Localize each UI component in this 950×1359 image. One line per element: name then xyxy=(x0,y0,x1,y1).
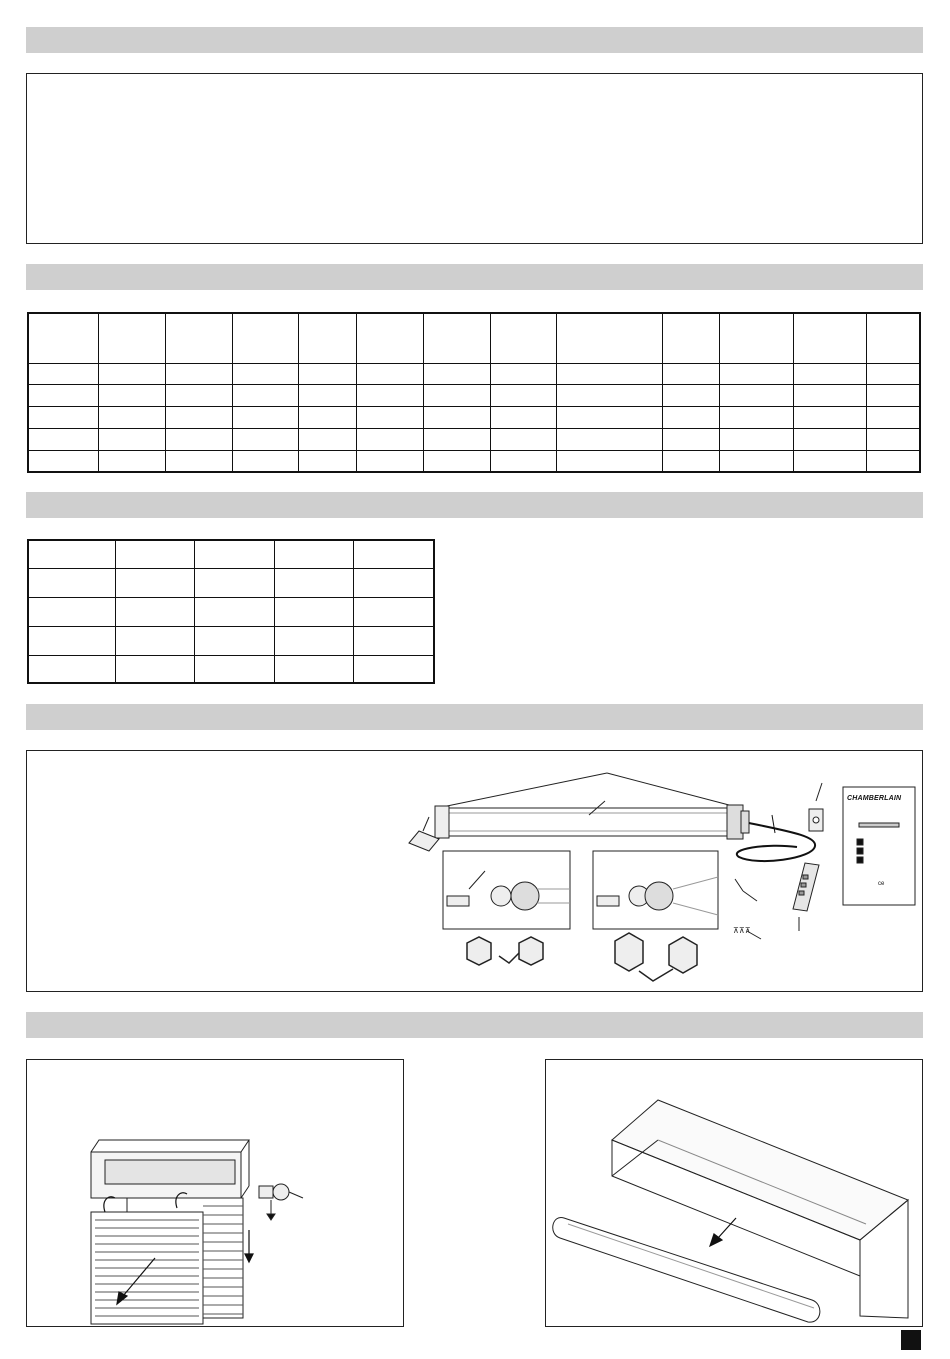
table-cell xyxy=(490,428,556,450)
table-cell xyxy=(298,363,356,384)
table-cell xyxy=(195,597,275,626)
remote-control-icon xyxy=(793,863,819,931)
spec-table xyxy=(27,312,921,473)
table-row xyxy=(28,450,920,472)
wall-bracket-icon xyxy=(809,783,823,831)
table-row xyxy=(28,428,920,450)
table-cell xyxy=(556,313,662,363)
table-cell xyxy=(354,655,434,683)
table-cell xyxy=(866,450,920,472)
install-frame-left xyxy=(26,1059,404,1327)
section-bar-3 xyxy=(26,492,923,518)
table-cell xyxy=(274,540,354,568)
kit-contents-frame xyxy=(26,750,923,992)
table-cell xyxy=(556,450,662,472)
text-frame-1 xyxy=(26,73,923,244)
table-cell xyxy=(298,406,356,428)
end-plug-icon xyxy=(259,1184,303,1220)
table-cell xyxy=(28,406,98,428)
table-cell xyxy=(274,655,354,683)
table-cell xyxy=(356,313,423,363)
table-cell xyxy=(866,428,920,450)
table-cell xyxy=(662,384,719,406)
table-cell xyxy=(423,406,490,428)
table-cell xyxy=(793,313,866,363)
box-tube-illustration xyxy=(546,1060,924,1328)
table-row xyxy=(28,597,434,626)
table-cell xyxy=(98,384,165,406)
table-cell xyxy=(490,363,556,384)
table-cell xyxy=(556,384,662,406)
table-cell xyxy=(356,428,423,450)
screws-icon xyxy=(733,879,761,939)
table-row xyxy=(28,406,920,428)
roller-tube-icon xyxy=(553,1217,820,1322)
table-cell xyxy=(298,313,356,363)
table-cell xyxy=(720,450,794,472)
shutter-illustration xyxy=(27,1060,405,1328)
table-cell xyxy=(298,384,356,406)
table-cell xyxy=(165,384,232,406)
section-bar-5 xyxy=(26,1012,923,1038)
table-cell xyxy=(195,655,275,683)
table-cell xyxy=(274,568,354,597)
table-cell xyxy=(165,406,232,428)
table-cell xyxy=(298,450,356,472)
table-row xyxy=(28,313,920,363)
table-cell xyxy=(232,363,298,384)
table-row xyxy=(28,568,434,597)
section-bar-1 xyxy=(26,27,923,53)
table-cell xyxy=(662,450,719,472)
table-cell xyxy=(556,363,662,384)
table-cell xyxy=(793,363,866,384)
table-cell xyxy=(423,313,490,363)
section-bar-2 xyxy=(26,264,923,290)
table-cell xyxy=(298,428,356,450)
manual-card-icon xyxy=(843,787,915,905)
table-cell xyxy=(28,384,98,406)
small-table xyxy=(27,539,435,684)
svg-text:⊼⊼⊼: ⊼⊼⊼ xyxy=(733,926,751,935)
table-cell xyxy=(232,406,298,428)
table-row xyxy=(28,655,434,683)
install-frame-right xyxy=(545,1059,923,1327)
ce-mark: ce xyxy=(878,881,885,887)
table-cell xyxy=(356,384,423,406)
table-cell xyxy=(490,406,556,428)
section-bar-4 xyxy=(26,704,923,730)
table-cell xyxy=(866,406,920,428)
table-cell xyxy=(793,450,866,472)
table-cell xyxy=(720,406,794,428)
table-cell xyxy=(662,363,719,384)
table-cell xyxy=(98,363,165,384)
table-cell xyxy=(662,406,719,428)
table-cell xyxy=(793,428,866,450)
table-cell xyxy=(195,540,275,568)
table-cell xyxy=(490,384,556,406)
table-cell xyxy=(195,626,275,655)
tubular-motor-icon xyxy=(435,773,749,839)
table-cell xyxy=(98,450,165,472)
table-cell xyxy=(274,597,354,626)
kit-illustration xyxy=(27,751,924,993)
table-row xyxy=(28,626,434,655)
table-cell xyxy=(98,406,165,428)
table-cell xyxy=(28,540,115,568)
table-cell xyxy=(28,450,98,472)
table-cell xyxy=(115,568,195,597)
table-cell xyxy=(662,428,719,450)
table-cell xyxy=(28,568,115,597)
table-cell xyxy=(490,313,556,363)
adapter-detail-2 xyxy=(593,851,718,929)
table-cell xyxy=(720,428,794,450)
octagon-rings-icon xyxy=(467,933,697,981)
table-cell xyxy=(232,428,298,450)
table-cell xyxy=(232,313,298,363)
table-cell xyxy=(98,428,165,450)
table-cell xyxy=(356,450,423,472)
table-cell xyxy=(165,450,232,472)
table-cell xyxy=(98,313,165,363)
table-cell xyxy=(866,363,920,384)
table-cell xyxy=(232,450,298,472)
table-cell xyxy=(556,428,662,450)
table-cell xyxy=(274,626,354,655)
table-cell xyxy=(115,626,195,655)
adapter-detail-1 xyxy=(443,851,570,929)
table-cell xyxy=(354,597,434,626)
table-cell xyxy=(28,655,115,683)
table-cell xyxy=(866,384,920,406)
table-cell xyxy=(793,384,866,406)
table-cell xyxy=(423,450,490,472)
table-cell xyxy=(354,540,434,568)
shutter-box-icon xyxy=(91,1140,249,1198)
table-cell xyxy=(356,363,423,384)
table-cell xyxy=(354,568,434,597)
table-cell xyxy=(720,313,794,363)
table-cell xyxy=(232,384,298,406)
table-cell xyxy=(115,597,195,626)
table-cell xyxy=(165,428,232,450)
table-cell xyxy=(195,568,275,597)
table-row xyxy=(28,540,434,568)
arrow-icon xyxy=(710,1218,736,1246)
table-cell xyxy=(28,626,115,655)
brand-logo: CHAMBERLAIN xyxy=(847,795,902,802)
table-cell xyxy=(165,363,232,384)
table-cell xyxy=(720,363,794,384)
table-cell xyxy=(28,363,98,384)
table-cell xyxy=(115,655,195,683)
table-cell xyxy=(28,428,98,450)
page-marker xyxy=(901,1330,921,1350)
table-cell xyxy=(490,450,556,472)
table-cell xyxy=(115,540,195,568)
table-row xyxy=(28,363,920,384)
table-cell xyxy=(556,406,662,428)
table-cell xyxy=(28,597,115,626)
table-cell xyxy=(866,313,920,363)
table-cell xyxy=(423,363,490,384)
table-cell xyxy=(720,384,794,406)
table-cell xyxy=(793,406,866,428)
table-cell xyxy=(423,384,490,406)
table-cell xyxy=(423,428,490,450)
table-row xyxy=(28,384,920,406)
table-cell xyxy=(354,626,434,655)
table-cell xyxy=(165,313,232,363)
table-cell xyxy=(662,313,719,363)
table-cell xyxy=(28,313,98,363)
table-cell xyxy=(356,406,423,428)
